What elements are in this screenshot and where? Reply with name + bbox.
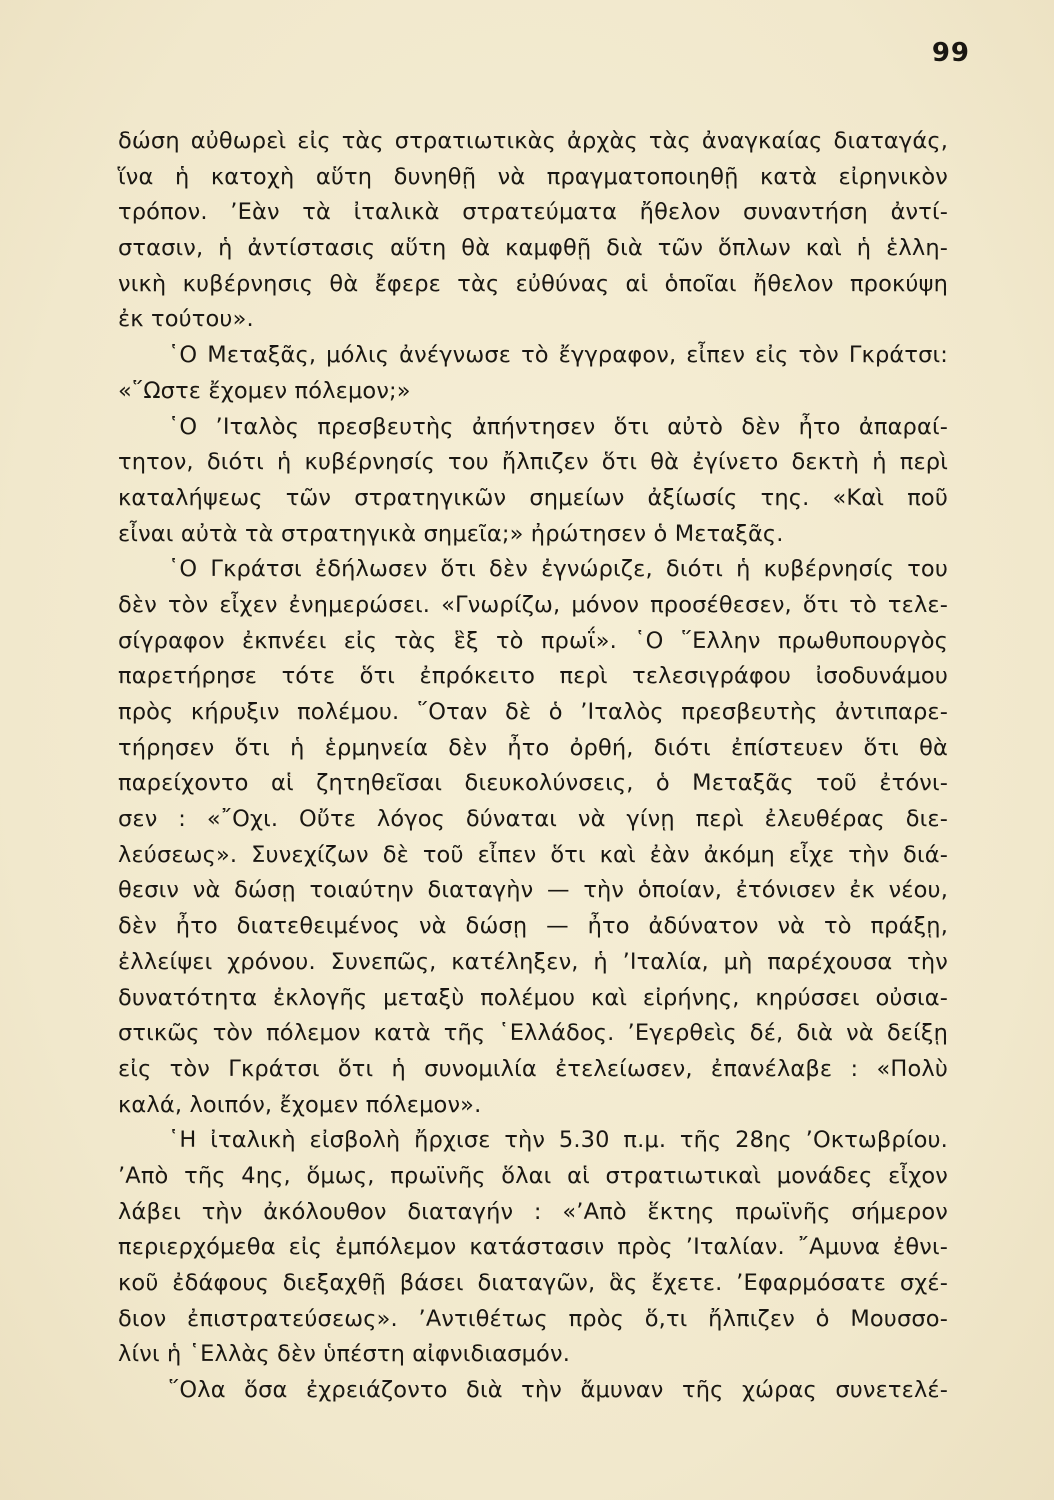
text-line: «῞Ωστε ἔχομεν πόλεμον;»	[118, 377, 411, 404]
text-line: τητον, διότι ἡ κυβέρνησίς του ἤλπιζεν ὅτι θὰ ἐγίνετο δεκτὴ ἡ περὶ	[118, 449, 948, 476]
text-line: ῾Ο ’Ιταλὸς πρεσβευτὴς ἀπήντησεν ὅτι αὐτὸ δὲν ἦτο ἀπαραί-	[168, 413, 948, 440]
text-line: τρόπον. ’Εὰν τὰ ἰταλικὰ στρατεύματα ἤθελον συναντήση ἀντί-	[118, 199, 948, 226]
text-line: ἐλλείψει χρόνου. Συνεπῶς, κατέληξεν, ἡ ’Ιταλία, μὴ παρέχουσα τὴν	[118, 948, 948, 975]
text-line: ῾Η ἰταλικὴ εἰσβολὴ ἤρχισε τὴν 5.30 π.μ. τῆς 28ης ’Οκτωβρίου.	[168, 1127, 948, 1154]
text-line: λίνι ἡ ῾Ελλὰς δὲν ὑπέστη αἰφνιδιασμόν.	[118, 1341, 570, 1368]
text-line: ῾Ο Γκράτσι ἐδήλωσεν ὅτι δὲν ἐγνώριζε, διότι ἡ κυβέρνησίς του	[168, 556, 948, 583]
text-line: δώση αὐθωρεὶ εἰς τὰς στρατιωτικὰς ἀρχὰς τὰς ἀναγκαίας διαταγάς,	[118, 128, 948, 154]
text-line: σίγραφον ἐκπνέει εἰς τὰς ἓξ τὸ πρωΐ». ῾Ο ῞Ελλην πρωθυπουργὸς	[118, 627, 948, 654]
text-line: δυνατότητα ἐκλογῆς μεταξὺ πολέμου καὶ εἰρήνης, κηρύσσει οὐσια-	[118, 984, 948, 1011]
text-line: καλά, λοιπόν, ἔχομεν πόλεμον».	[118, 1091, 482, 1118]
text-line: λάβει τὴν ἀκόλουθον διαταγήν : «’Απὸ ἕκτης πρωϊνῆς σήμερον	[118, 1198, 948, 1225]
text-line: παρείχοντο αἱ ζητηθεῖσαι διευκολύνσεις, ὁ Μεταξᾶς τοῦ ἐτόνι-	[118, 770, 948, 797]
text-line: δὲν τὸν εἶχεν ἐνημερώσει. «Γνωρίζω, μόνον προσέθεσεν, ὅτι τὸ τελε-	[118, 591, 948, 618]
text-line: εἰς τὸν Γκράτσι ὅτι ἡ συνομιλία ἐτελείωσεν, ἐπανέλαβε : «Πολὺ	[118, 1055, 948, 1082]
text-line: λεύσεως». Συνεχίζων δὲ τοῦ εἶπεν ὅτι καὶ ἐὰν ἀκόμη εἶχε τὴν διά-	[118, 841, 948, 868]
text-line: παρετήρησε τότε ὅτι ἐπρόκειτο περὶ τελεσιγράφου ἰσοδυνάμου	[118, 663, 948, 690]
text-line: ἐκ τούτου».	[118, 306, 254, 333]
text-line: στικῶς τὸν πόλεμον κατὰ τῆς ῾Ελλάδος. ’Εγερθεὶς δέ, διὰ νὰ δείξῃ	[118, 1020, 948, 1047]
text-line: στασιν, ἡ ἀντίστασις αὕτη θὰ καμφθῇ διὰ τῶν ὅπλων καὶ ἡ ἑλλη-	[118, 235, 948, 262]
page-number: 99	[931, 38, 970, 68]
text-line: ῞Ολα ὅσα ἐχρειάζοντο διὰ τὴν ἄμυναν τῆς χώρας συνετελέ-	[168, 1377, 948, 1404]
text-line: τήρησεν ὅτι ἡ ἑρμηνεία δὲν ἦτο ὀρθή, διότι ἐπίστευεν ὅτι θὰ	[118, 734, 948, 761]
text-line: σεν : «῎Οχι. Οὔτε λόγος δύναται νὰ γίνῃ περὶ ἐλευθέρας διε-	[118, 806, 948, 833]
text-line: ἵνα ἡ κατοχὴ αὕτη δυνηθῇ νὰ πραγματοποιηθῇ κατὰ εἰρηνικὸν	[118, 163, 948, 190]
text-line: ῾Ο Μεταξᾶς, μόλις ἀνέγνωσε τὸ ἔγγραφον, εἶπεν εἰς τὸν Γκράτσι:	[168, 342, 948, 369]
text-line: θεσιν νὰ δώσῃ τοιαύτην διαταγὴν — τὴν ὁποίαν, ἐτόνισεν ἐκ νέου,	[118, 877, 948, 904]
text-line: πρὸς κήρυξιν πολέμου. ῞Οταν δὲ ὁ ’Ιταλὸς πρεσβευτὴς ἀντιπαρε-	[118, 699, 948, 725]
text-line: διον ἐπιστρατεύσεως». ’Αντιθέτως πρὸς ὅ,τι ἤλπιζεν ὁ Μουσσο-	[118, 1305, 948, 1332]
text-line: νικὴ κυβέρνησις θὰ ἔφερε τὰς εὐθύνας αἱ ὁποῖαι ἤθελον προκύψη	[118, 270, 948, 297]
text-line: δὲν ἦτο διατεθειμένος νὰ δώσῃ — ἦτο ἀδύνατον νὰ τὸ πράξῃ,	[118, 913, 948, 940]
text-line: περιερχόμεθα εἰς ἐμπόλεμον κατάστασιν πρὸς ’Ιταλίαν. ῎Αμυνα ἐθνι-	[118, 1234, 948, 1261]
text-line: εἶναι αὐτὰ τὰ στρατηγικὰ σημεῖα;» ἠρώτησεν ὁ Μεταξᾶς.	[118, 520, 784, 547]
body-text	[118, 124, 948, 1409]
text-line: ’Απὸ τῆς 4ης, ὅμως, πρωϊνῆς ὅλαι αἱ στρατιωτικαὶ μονάδες εἶχον	[118, 1162, 948, 1189]
text-line: καταλήψεως τῶν στρατηγικῶν σημείων ἀξίωσίς της. «Καὶ ποῦ	[118, 484, 948, 511]
text-line: κοῦ ἐδάφους διεξαχθῇ βάσει διαταγῶν, ἃς ἔχετε. ’Εφαρμόσατε σχέ-	[118, 1270, 948, 1296]
